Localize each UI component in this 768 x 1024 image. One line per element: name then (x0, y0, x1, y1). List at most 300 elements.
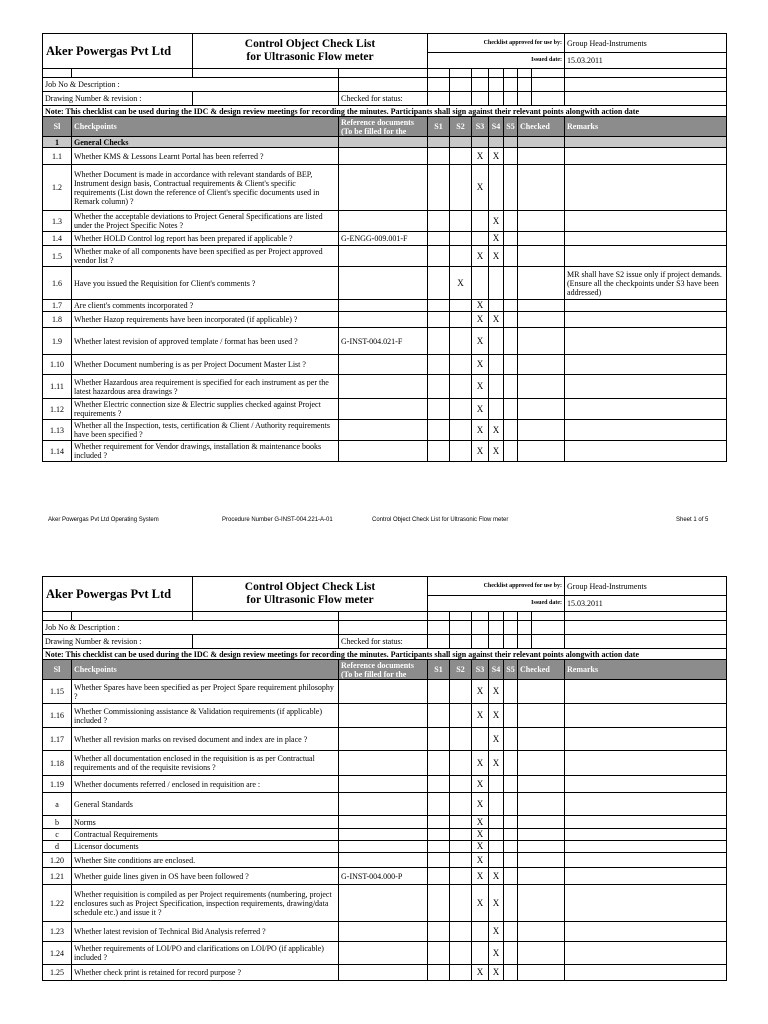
stage-s3-mark: X (472, 793, 489, 816)
row-number: 1.5 (43, 246, 72, 267)
stage-s5-mark (504, 267, 518, 300)
checkpoint-text: General Standards (72, 793, 339, 816)
stage-s1-mark (428, 680, 450, 704)
stage-s2-mark (450, 829, 472, 841)
checkpoint-text: Whether the acceptable deviations to Project General Specifications are listed under the Project Specific Notes ? (72, 211, 339, 232)
stage-s1-mark (428, 148, 450, 165)
stage-s3-mark: X (472, 328, 489, 355)
stage-s3-mark: X (472, 148, 489, 165)
remarks-cell (565, 829, 727, 841)
reference-document (339, 165, 428, 211)
stage-s3-mark (472, 211, 489, 232)
reference-document (339, 816, 428, 829)
stage-s5-mark (504, 704, 518, 728)
checked-label: Checked for status: (339, 635, 428, 649)
stage-s4-mark (489, 776, 504, 793)
reference-document (339, 776, 428, 793)
checked-cell (518, 816, 565, 829)
note-text: Note: This checklist can be used during the IDC & design review meetings for recording the minutes. Participants shall sign against their relevant points alongwith action date (43, 106, 727, 117)
stage-s2-mark (450, 441, 472, 462)
stage-s3-mark: X (472, 885, 489, 922)
stage-s4-mark: X (489, 922, 504, 942)
checked-cell (518, 165, 565, 211)
remarks-cell (565, 441, 727, 462)
checked-cell (518, 751, 565, 776)
remarks-cell (565, 868, 727, 885)
stage-s4-mark: X (489, 942, 504, 965)
row-number: 1.3 (43, 211, 72, 232)
col-sl: Sl (43, 660, 72, 680)
reference-document (339, 375, 428, 399)
stage-s5-mark (504, 399, 518, 420)
col-checkpoints: Checkpoints (72, 117, 339, 137)
reference-document (339, 841, 428, 853)
remarks-cell (565, 375, 727, 399)
row-number: 1.11 (43, 375, 72, 399)
stage-s5-mark (504, 312, 518, 328)
checklist-row (43, 776, 727, 793)
stage-s5-mark (504, 680, 518, 704)
stage-s2-mark (450, 211, 472, 232)
footer-system: Aker Powergas Pvt Ltd Operating System (48, 517, 159, 523)
stage-s1-mark (428, 441, 450, 462)
checklist-row (43, 399, 727, 420)
footer-document: Control Object Check List for Ultrasonic Flow meter (372, 517, 509, 523)
row-number: 1.9 (43, 328, 72, 355)
title-line-2: for Ultrasonic Flow meter (246, 51, 374, 63)
row-number: b (43, 816, 72, 829)
col-sl: Sl (43, 117, 72, 137)
stage-s2-mark (450, 751, 472, 776)
header-table (42, 33, 727, 462)
approved-label: Checklist approved for use by: (428, 34, 565, 53)
spacer-row (43, 612, 727, 621)
remarks-cell (565, 922, 727, 942)
stage-s2-mark (450, 680, 472, 704)
stage-s4-mark (489, 165, 504, 211)
checklist-row (43, 965, 727, 981)
checklist-row (43, 232, 727, 246)
checkpoint-text: Whether HOLD Control log report has been prepared if applicable ? (72, 232, 339, 246)
stage-s2-mark (450, 853, 472, 868)
checked-cell (518, 680, 565, 704)
checkpoint-text: Whether all revision marks on revised document and index are in place ? (72, 728, 339, 751)
checkpoint-text: Are client's comments incorporated ? (72, 300, 339, 312)
stage-s2-mark (450, 728, 472, 751)
checked-cell (518, 728, 565, 751)
remarks-cell (565, 885, 727, 922)
stage-s3-mark: X (472, 853, 489, 868)
job-label: Job No & Description : (43, 78, 339, 92)
reference-document (339, 680, 428, 704)
row-number: 1.10 (43, 355, 72, 375)
stage-s1-mark (428, 942, 450, 965)
remarks-cell (565, 728, 727, 751)
stage-s4-mark (489, 399, 504, 420)
stage-s1-mark (428, 328, 450, 355)
row-number: 1.19 (43, 776, 72, 793)
stage-s5-mark (504, 328, 518, 355)
stage-s3-mark: X (472, 816, 489, 829)
checkpoint-text: Whether Site conditions are enclosed. (72, 853, 339, 868)
sheet-1 (42, 33, 726, 462)
reference-document (339, 793, 428, 816)
remarks-cell (565, 942, 727, 965)
remarks-cell (565, 328, 727, 355)
stage-s3-mark: X (472, 399, 489, 420)
footer-procedure: Procedure Number G-INST-004.221-A-01 (222, 517, 333, 523)
stage-s3-mark: X (472, 355, 489, 375)
checked-cell (518, 232, 565, 246)
company-name: Aker Powergas Pvt Ltd (43, 34, 193, 69)
stage-s2-mark (450, 868, 472, 885)
checklist-row (43, 300, 727, 312)
checkpoint-text: Whether requisition is compiled as per Project requirements (numbering, project enclosures such as Project Specification, inspection requirements, drawing/data schedule etc.) and issue it ? (72, 885, 339, 922)
remarks-cell (565, 165, 727, 211)
stage-s5-mark (504, 232, 518, 246)
checkpoint-text: Whether Electric connection size & Electric supplies checked against Project requirements ? (72, 399, 339, 420)
checked-cell (518, 375, 565, 399)
checklist-body-2 (43, 680, 727, 981)
remarks-cell (565, 148, 727, 165)
stage-s2-mark (450, 816, 472, 829)
checkpoint-text: Whether requirement for Vendor drawings, installation & maintenance books included ? (72, 441, 339, 462)
stage-s3-mark (472, 942, 489, 965)
checklist-row (43, 816, 727, 829)
stage-s5-mark (504, 148, 518, 165)
header-table-2 (42, 576, 727, 981)
stage-s1-mark (428, 300, 450, 312)
checked-cell (518, 246, 565, 267)
checkpoint-text: Whether Document numbering is as per Project Document Master List ? (72, 355, 339, 375)
stage-s3-mark: X (472, 165, 489, 211)
checklist-row (43, 328, 727, 355)
row-number: 1.17 (43, 728, 72, 751)
checklist-row (43, 841, 727, 853)
reference-document (339, 312, 428, 328)
stage-s1-mark (428, 399, 450, 420)
checked-cell (518, 148, 565, 165)
stage-s4-mark (489, 375, 504, 399)
stage-s4-mark: X (489, 148, 504, 165)
stage-s3-mark: X (472, 829, 489, 841)
checklist-row (43, 704, 727, 728)
remarks-cell (565, 211, 727, 232)
stage-s4-mark: X (489, 965, 504, 981)
stage-s5-mark (504, 728, 518, 751)
stage-s2-mark (450, 300, 472, 312)
stage-s1-mark (428, 704, 450, 728)
checked-cell (518, 841, 565, 853)
stage-s2-mark (450, 399, 472, 420)
stage-s4-mark (489, 853, 504, 868)
reference-document (339, 246, 428, 267)
checkpoint-text: Norms (72, 816, 339, 829)
stage-s1-mark (428, 816, 450, 829)
checked-cell (518, 328, 565, 355)
job-label: Job No & Description : (43, 621, 339, 635)
row-number: 1.14 (43, 441, 72, 462)
section-number: 1 (43, 137, 72, 148)
checked-cell (518, 704, 565, 728)
row-number: 1.13 (43, 420, 72, 441)
issued-value: 15.03.2011 (565, 596, 727, 612)
stage-s3-mark: X (472, 375, 489, 399)
checklist-row (43, 312, 727, 328)
checked-cell (518, 922, 565, 942)
stage-s5-mark (504, 965, 518, 981)
stage-s5-mark (504, 922, 518, 942)
stage-s4-mark: X (489, 751, 504, 776)
stage-s1-mark (428, 232, 450, 246)
checkpoint-text: Whether Spares have been specified as per Project Spare requirement philosophy ? (72, 680, 339, 704)
stage-s1-mark (428, 420, 450, 441)
checked-cell (518, 399, 565, 420)
stage-s2-mark (450, 232, 472, 246)
reference-document (339, 148, 428, 165)
drawing-label: Drawing Number & revision : (43, 92, 193, 106)
stage-s5-mark (504, 942, 518, 965)
stage-s1-mark (428, 355, 450, 375)
stage-s2-mark (450, 420, 472, 441)
document-title (193, 34, 428, 69)
reference-document (339, 300, 428, 312)
col-refdocs: Reference documents (To be filled for the (339, 660, 428, 680)
stage-s2-mark (450, 328, 472, 355)
checked-cell (518, 776, 565, 793)
row-number: 1.15 (43, 680, 72, 704)
reference-document (339, 829, 428, 841)
stage-s5-mark (504, 751, 518, 776)
checklist-row (43, 267, 727, 300)
stage-s3-mark: X (472, 441, 489, 462)
col-s4: S4 (489, 660, 504, 680)
reference-document (339, 853, 428, 868)
stage-s1-mark (428, 841, 450, 853)
stage-s3-mark: X (472, 680, 489, 704)
row-number: 1.24 (43, 942, 72, 965)
stage-s5-mark (504, 165, 518, 211)
checkpoint-text: Whether all the Inspection, tests, certification & Client / Authority requirements have been specified ? (72, 420, 339, 441)
stage-s4-mark: X (489, 441, 504, 462)
column-header-row (43, 117, 727, 137)
reference-document (339, 942, 428, 965)
row-number: 1.18 (43, 751, 72, 776)
stage-s1-mark (428, 751, 450, 776)
checked-cell (518, 300, 565, 312)
title-line-1: Control Object Check List (244, 581, 376, 593)
checked-cell (518, 441, 565, 462)
checklist-row (43, 148, 727, 165)
checkpoint-text: Whether latest revision of approved template / format has been used ? (72, 328, 339, 355)
reference-document (339, 211, 428, 232)
col-s3: S3 (472, 660, 489, 680)
issued-value: 15.03.2011 (565, 53, 727, 69)
stage-s2-mark (450, 165, 472, 211)
remarks-cell (565, 704, 727, 728)
stage-s1-mark (428, 868, 450, 885)
note-text: Note: This checklist can be used during the IDC & design review meetings for recording the minutes. Participants shall sign against their relevant points alongwith action date (43, 649, 727, 660)
checkpoint-text: Whether Hazop requirements have been incorporated (if applicable) ? (72, 312, 339, 328)
checkpoint-text: Whether KMS & Lessons Learnt Portal has been referred ? (72, 148, 339, 165)
stage-s1-mark (428, 776, 450, 793)
stage-s2-mark (450, 776, 472, 793)
stage-s1-mark (428, 165, 450, 211)
remarks-cell (565, 680, 727, 704)
stage-s3-mark: X (472, 300, 489, 312)
row-number: 1.16 (43, 704, 72, 728)
checkpoint-text: Whether Document is made in accordance with relevant standards of BEP, Instrument design basis, Contractual requirements & Client's specific requirements (List down the reference of Client's specific documents used in Remark column) ? (72, 165, 339, 211)
remarks-cell (565, 312, 727, 328)
stage-s4-mark (489, 355, 504, 375)
title-line-1: Control Object Check List (244, 38, 376, 50)
checked-label: Checked for status: (339, 92, 428, 106)
stage-s5-mark (504, 300, 518, 312)
approved-label: Checklist approved for use by: (428, 577, 565, 596)
col-s5: S5 (504, 660, 518, 680)
stage-s1-mark (428, 312, 450, 328)
stage-s2-mark (450, 793, 472, 816)
remarks-cell (565, 841, 727, 853)
checkpoint-text: Whether check print is retained for record purpose ? (72, 965, 339, 981)
row-number: 1.1 (43, 148, 72, 165)
checklist-row (43, 420, 727, 441)
stage-s5-mark (504, 853, 518, 868)
drawing-label: Drawing Number & revision : (43, 635, 193, 649)
stage-s4-mark: X (489, 246, 504, 267)
col-remarks: Remarks (565, 660, 727, 680)
remarks-cell (565, 965, 727, 981)
row-number: 1.25 (43, 965, 72, 981)
checked-cell (518, 829, 565, 841)
checked-cell (518, 267, 565, 300)
sheet-2 (42, 576, 726, 981)
stage-s5-mark (504, 868, 518, 885)
checklist-row (43, 793, 727, 816)
stage-s5-mark (504, 841, 518, 853)
reference-document (339, 704, 428, 728)
stage-s5-mark (504, 246, 518, 267)
col-refdocs: Reference documents (To be filled for the (339, 117, 428, 137)
stage-s3-mark (472, 232, 489, 246)
stage-s2-mark (450, 355, 472, 375)
stage-s1-mark (428, 211, 450, 232)
checklist-row (43, 211, 727, 232)
stage-s4-mark: X (489, 868, 504, 885)
stage-s1-mark (428, 246, 450, 267)
stage-s2-mark (450, 922, 472, 942)
checked-cell (518, 211, 565, 232)
row-number: 1.4 (43, 232, 72, 246)
checkpoint-text: Whether requirements of LOI/PO and clarifications on LOI/PO (if applicable) included ? (72, 942, 339, 965)
reference-document (339, 355, 428, 375)
checked-cell (518, 793, 565, 816)
spacer-row (43, 69, 727, 78)
reference-document (339, 728, 428, 751)
row-number: d (43, 841, 72, 853)
stage-s1-mark (428, 853, 450, 868)
col-s3: S3 (472, 117, 489, 137)
remarks-cell (565, 300, 727, 312)
remarks-cell (565, 793, 727, 816)
stage-s2-mark (450, 885, 472, 922)
stage-s1-mark (428, 965, 450, 981)
col-s2: S2 (450, 117, 472, 137)
title-line-2: for Ultrasonic Flow meter (246, 594, 374, 606)
stage-s2-mark (450, 148, 472, 165)
checklist-row (43, 680, 727, 704)
stage-s4-mark: X (489, 211, 504, 232)
stage-s3-mark: X (472, 841, 489, 853)
reference-document: G-INST-004.000-P (339, 868, 428, 885)
stage-s5-mark (504, 793, 518, 816)
stage-s2-mark (450, 942, 472, 965)
reference-document (339, 885, 428, 922)
checklist-row (43, 246, 727, 267)
stage-s5-mark (504, 211, 518, 232)
remarks-cell (565, 776, 727, 793)
company-name: Aker Powergas Pvt Ltd (43, 577, 193, 612)
row-number: a (43, 793, 72, 816)
stage-s2-mark (450, 704, 472, 728)
stage-s3-mark: X (472, 868, 489, 885)
row-number: 1.2 (43, 165, 72, 211)
stage-s1-mark (428, 728, 450, 751)
stage-s5-mark (504, 375, 518, 399)
checkpoint-text: Whether make of all components have been specified as per Project approved vendor list ? (72, 246, 339, 267)
checked-cell (518, 965, 565, 981)
row-number: c (43, 829, 72, 841)
stage-s5-mark (504, 829, 518, 841)
checked-cell (518, 420, 565, 441)
row-number: 1.20 (43, 853, 72, 868)
checklist-row (43, 441, 727, 462)
checked-cell (518, 885, 565, 922)
document-title (193, 577, 428, 612)
checked-cell (518, 312, 565, 328)
checked-cell (518, 853, 565, 868)
checkpoint-text: Whether Hazardous area requirement is specified for each instrument as per the latest hazardous area drawings ? (72, 375, 339, 399)
reference-document (339, 420, 428, 441)
checkpoint-text: Whether all documentation enclosed in the requisition is as per Contractual requirements and of the requisite revisions ? (72, 751, 339, 776)
stage-s4-mark (489, 793, 504, 816)
stage-s3-mark: X (472, 751, 489, 776)
checklist-row (43, 165, 727, 211)
section-title: General Checks (72, 137, 339, 148)
stage-s1-mark (428, 375, 450, 399)
stage-s5-mark (504, 420, 518, 441)
checkpoint-text: Contractual Requirements (72, 829, 339, 841)
footer-sheet: Sheet 1 of 5 (676, 517, 709, 523)
col-checked: Checked (518, 660, 565, 680)
approved-value: Group Head-Instruments (565, 34, 727, 53)
reference-document (339, 751, 428, 776)
remarks-cell (565, 399, 727, 420)
stage-s2-mark (450, 841, 472, 853)
stage-s4-mark: X (489, 885, 504, 922)
stage-s1-mark (428, 793, 450, 816)
stage-s3-mark (472, 728, 489, 751)
reference-document (339, 965, 428, 981)
stage-s4-mark (489, 300, 504, 312)
checklist-row (43, 885, 727, 922)
checkpoint-text: Licensor documents (72, 841, 339, 853)
stage-s4-mark (489, 816, 504, 829)
col-s4: S4 (489, 117, 504, 137)
checkpoint-text: Whether Commissioning assistance & Validation requirements (if applicable) included ? (72, 704, 339, 728)
remarks-cell (565, 246, 727, 267)
stage-s3-mark (472, 922, 489, 942)
